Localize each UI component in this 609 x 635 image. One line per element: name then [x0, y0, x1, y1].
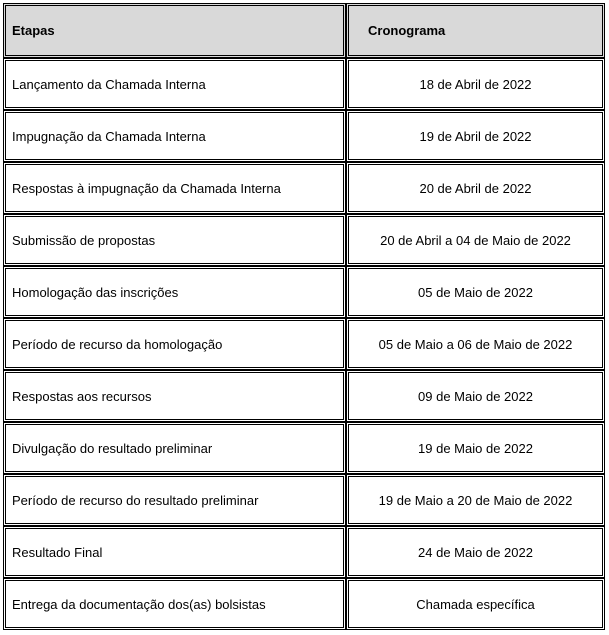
- table-row: [3, 474, 605, 526]
- stage-cell: Respostas aos recursos: [3, 370, 346, 422]
- table-row: [3, 214, 605, 266]
- date-cell: 05 de Maio de 2022: [346, 266, 605, 318]
- stage-cell: Divulgação do resultado preliminar: [3, 422, 346, 474]
- table-row: [3, 526, 605, 578]
- header-cronograma: Cronograma: [346, 3, 605, 58]
- date-cell: 20 de Abril a 04 de Maio de 2022: [346, 214, 605, 266]
- date-cell: 19 de Maio de 2022: [346, 422, 605, 474]
- date-cell: 05 de Maio a 06 de Maio de 2022: [346, 318, 605, 370]
- date-cell: 18 de Abril de 2022: [346, 58, 605, 110]
- stage-cell: Período de recurso da homologação: [3, 318, 346, 370]
- table-row: [3, 110, 605, 162]
- stage-cell: Período de recurso do resultado preliminar: [3, 474, 346, 526]
- date-cell: 09 de Maio de 2022: [346, 370, 605, 422]
- table-row: [3, 578, 605, 630]
- header-etapas: Etapas: [3, 3, 346, 58]
- date-cell: 19 de Abril de 2022: [346, 110, 605, 162]
- stage-cell: Submissão de propostas: [3, 214, 346, 266]
- table-header-row: [3, 3, 605, 58]
- table-row: [3, 58, 605, 110]
- table-row: [3, 318, 605, 370]
- stage-cell: Impugnação da Chamada Interna: [3, 110, 346, 162]
- stage-cell: Resultado Final: [3, 526, 346, 578]
- date-cell: Chamada específica: [346, 578, 605, 630]
- stage-cell: Entrega da documentação dos(as) bolsistas: [3, 578, 346, 630]
- stage-cell: Homologação das inscrições: [3, 266, 346, 318]
- table-row: [3, 370, 605, 422]
- date-cell: 19 de Maio a 20 de Maio de 2022: [346, 474, 605, 526]
- stage-cell: Respostas à impugnação da Chamada Interna: [3, 162, 346, 214]
- date-cell: 24 de Maio de 2022: [346, 526, 605, 578]
- table-row: [3, 422, 605, 474]
- schedule-table: [3, 3, 605, 630]
- table-row: [3, 162, 605, 214]
- date-cell: 20 de Abril de 2022: [346, 162, 605, 214]
- stage-cell: Lançamento da Chamada Interna: [3, 58, 346, 110]
- table-row: [3, 266, 605, 318]
